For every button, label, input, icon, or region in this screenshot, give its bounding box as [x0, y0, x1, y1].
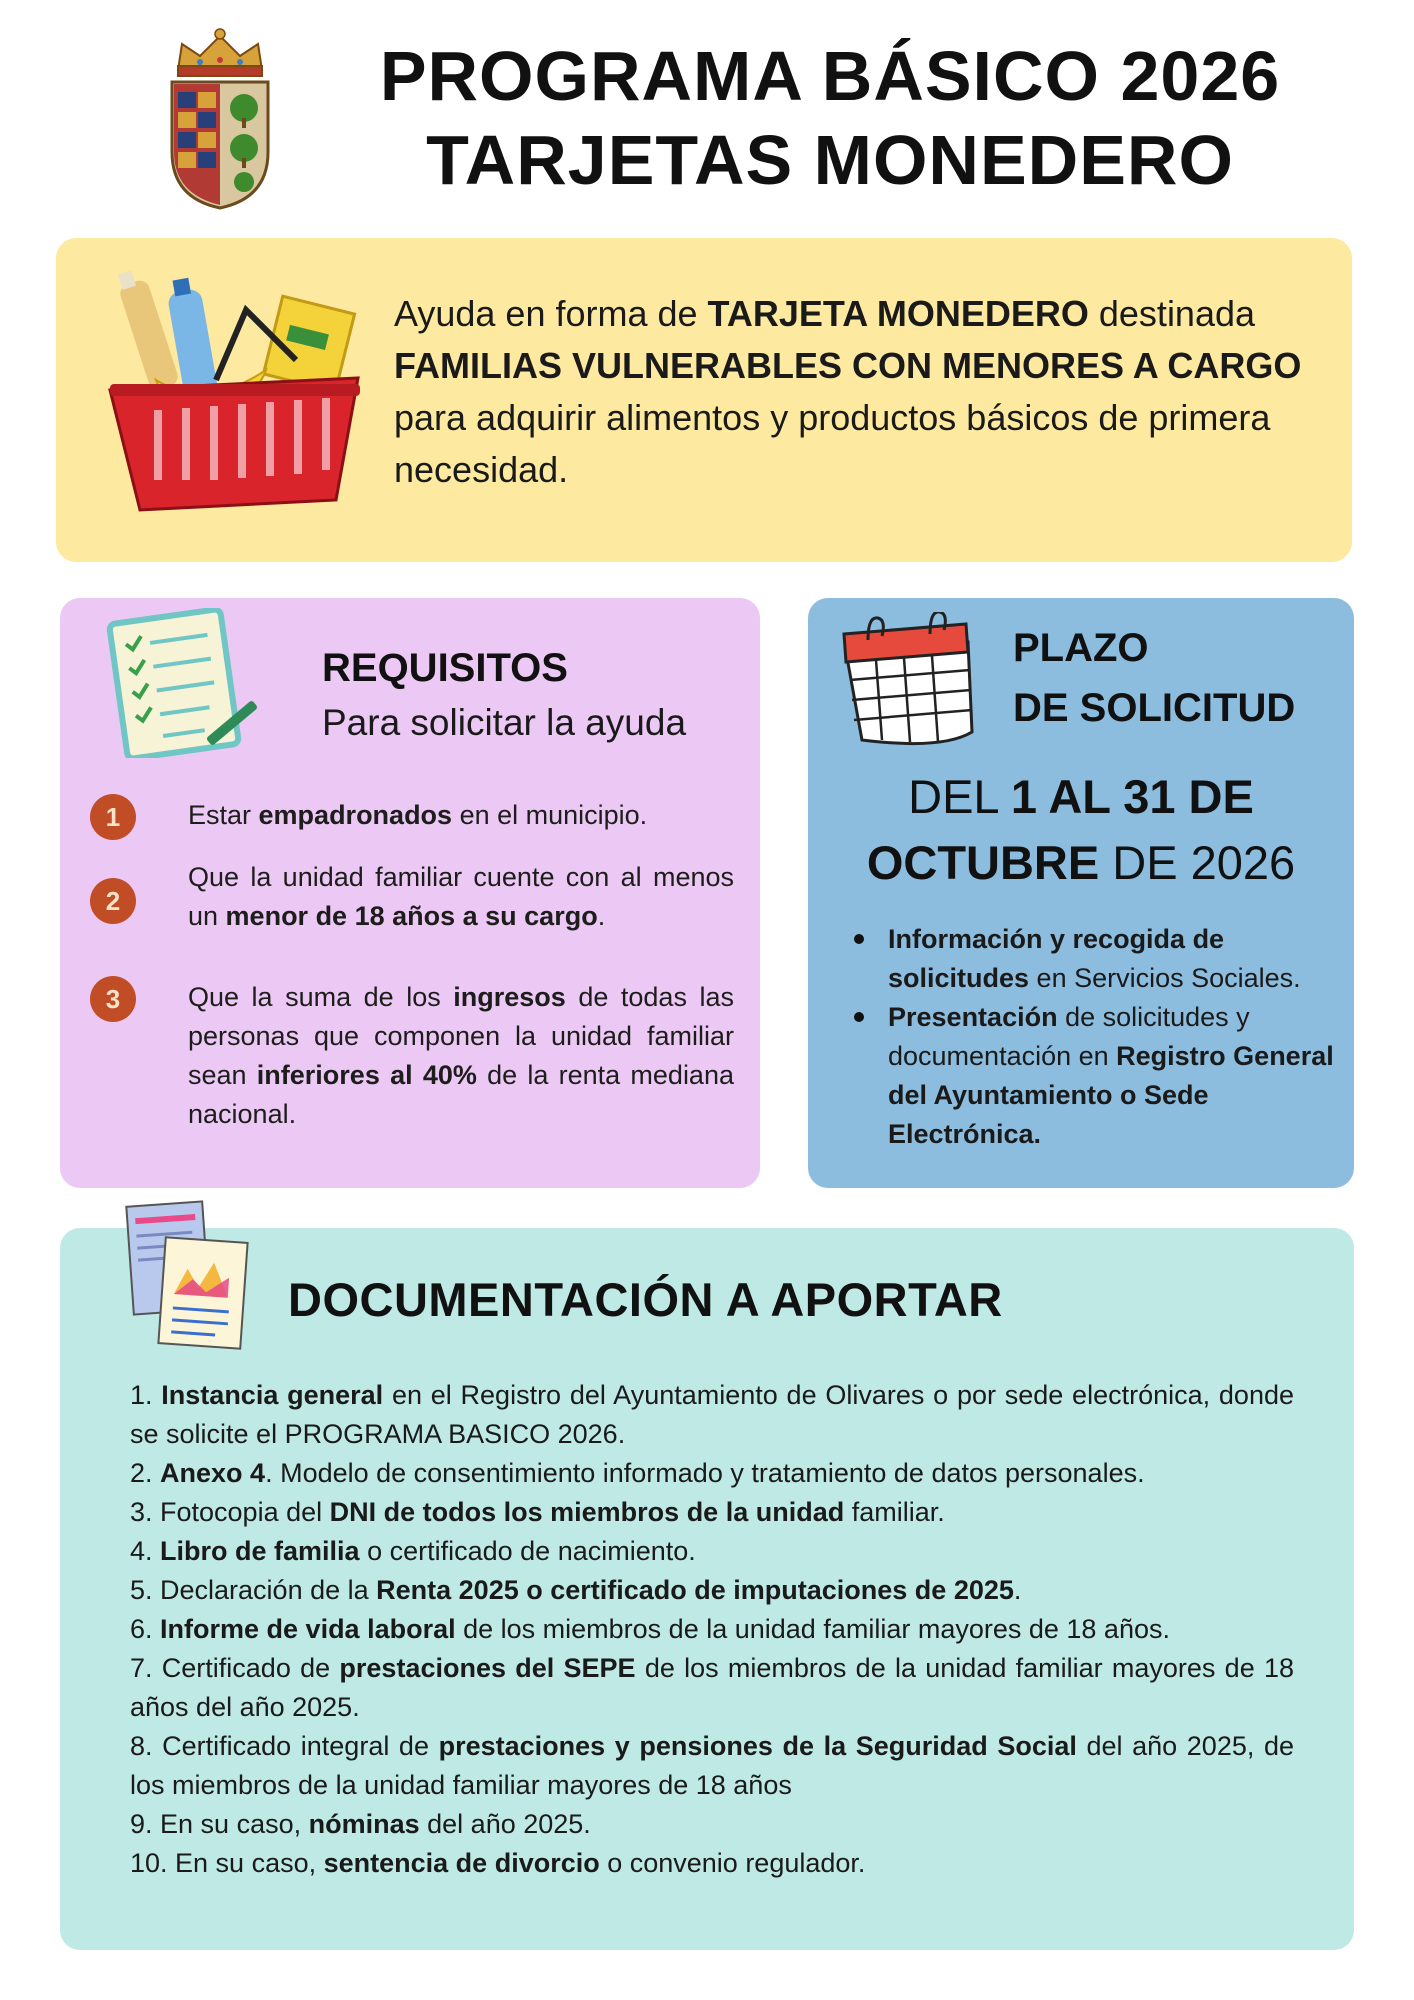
list-item: 9. En su caso, nóminas del año 2025. — [130, 1809, 591, 1839]
list-item: 1. Instancia general en el Registro del Ayuntamiento de Olivares o por sede electrónica, donde se solicite el PROGRAMA BASICO 2026. — [130, 1380, 1294, 1449]
list-item: 2. Anexo 4. Modelo de consentimiento informado y tratamiento de datos personales. — [130, 1458, 1145, 1488]
documents-icon — [122, 1200, 252, 1350]
intro-text-part: para adquirir alimentos y productos básicos de primera necesidad. — [394, 397, 1271, 490]
plazo-title — [1013, 618, 1295, 738]
requisito-number-badge: 1 — [90, 794, 136, 840]
list-item: 6. Informe de vida laboral de los miembros de la unidad familiar mayores de 18 años. — [130, 1614, 1170, 1644]
municipal-crest-icon — [160, 22, 280, 212]
list-item: 8. Certificado integral de prestaciones y pensiones de la Seguridad Social del año 2025, de los miembros de la unidad familiar mayores de 18 años — [130, 1731, 1294, 1800]
list-item: 4. Libro de familia o certificado de nacimiento. — [130, 1536, 696, 1566]
documentacion-panel — [60, 1228, 1354, 1950]
list-item: 7. Certificado de prestaciones del SEPE de los miembros de la unidad familiar mayores de 18 años del año 2025. — [130, 1653, 1295, 1722]
requisito-text: Que la unidad familiar cuente con al menos un menor de 18 años a su cargo. — [188, 862, 734, 931]
plazo-dates: DEL 1 AL 31 DE OCTUBRE DE 2026 — [866, 770, 1296, 889]
list-item: Presentación de solicitudes y documentación en Registro General del Ayuntamiento o Sede Electrónica. — [838, 998, 1338, 1154]
requisitos-title: REQUISITOS — [322, 646, 568, 690]
documentacion-title: DOCUMENTACIÓN A APORTAR — [288, 1273, 1003, 1326]
plazo-title-line-1: PLAZO — [1013, 626, 1149, 670]
checklist-icon — [102, 608, 262, 758]
intro-text-part: Ayuda en forma de — [394, 293, 708, 334]
plazo-panel — [808, 598, 1354, 1188]
requisito-number-badge: 2 — [90, 878, 136, 924]
title-line-2: TARJETAS MONEDERO — [426, 121, 1234, 199]
intro-text-part: destinada — [1088, 293, 1256, 334]
requisito-number-badge: 3 — [90, 976, 136, 1022]
plazo-title-line-2: DE SOLICITUD — [1013, 686, 1296, 730]
intro-highlight-card: TARJETA MONEDERO — [707, 293, 1089, 334]
intro-panel — [56, 238, 1352, 562]
requisitos-subtitle: Para solicitar la ayuda — [322, 702, 687, 743]
requisitos-panel — [60, 598, 760, 1188]
list-item: 5. Declaración de la Renta 2025 o certificado de imputaciones de 2025. — [130, 1575, 1022, 1605]
documentacion-list — [130, 1376, 1294, 1883]
intro-highlight-families: FAMILIAS VULNERABLES CON MENORES A CARGO — [394, 345, 1302, 386]
requisito-text: Que la suma de los ingresos de todas las personas que componen la unidad familiar sean inferiores al 40% de la renta mediana nacional. — [188, 982, 734, 1129]
list-item: 3. Fotocopia del DNI de todos los miembros de la unidad familiar. — [130, 1497, 945, 1527]
shopping-basket-icon — [96, 260, 368, 522]
intro-text — [394, 288, 1314, 496]
page-title — [360, 34, 1300, 202]
title-line-1: PROGRAMA BÁSICO 2026 — [379, 37, 1281, 115]
requisito-text: Estar empadronados en el municipio. — [188, 800, 648, 830]
list-item: 10. En su caso, sentencia de divorcio o convenio regulador. — [130, 1848, 866, 1878]
plazo-info-list — [838, 920, 1338, 1154]
list-item: Información y recogida de solicitudes en Servicios Sociales. — [838, 920, 1338, 998]
calendar-icon — [832, 612, 982, 752]
